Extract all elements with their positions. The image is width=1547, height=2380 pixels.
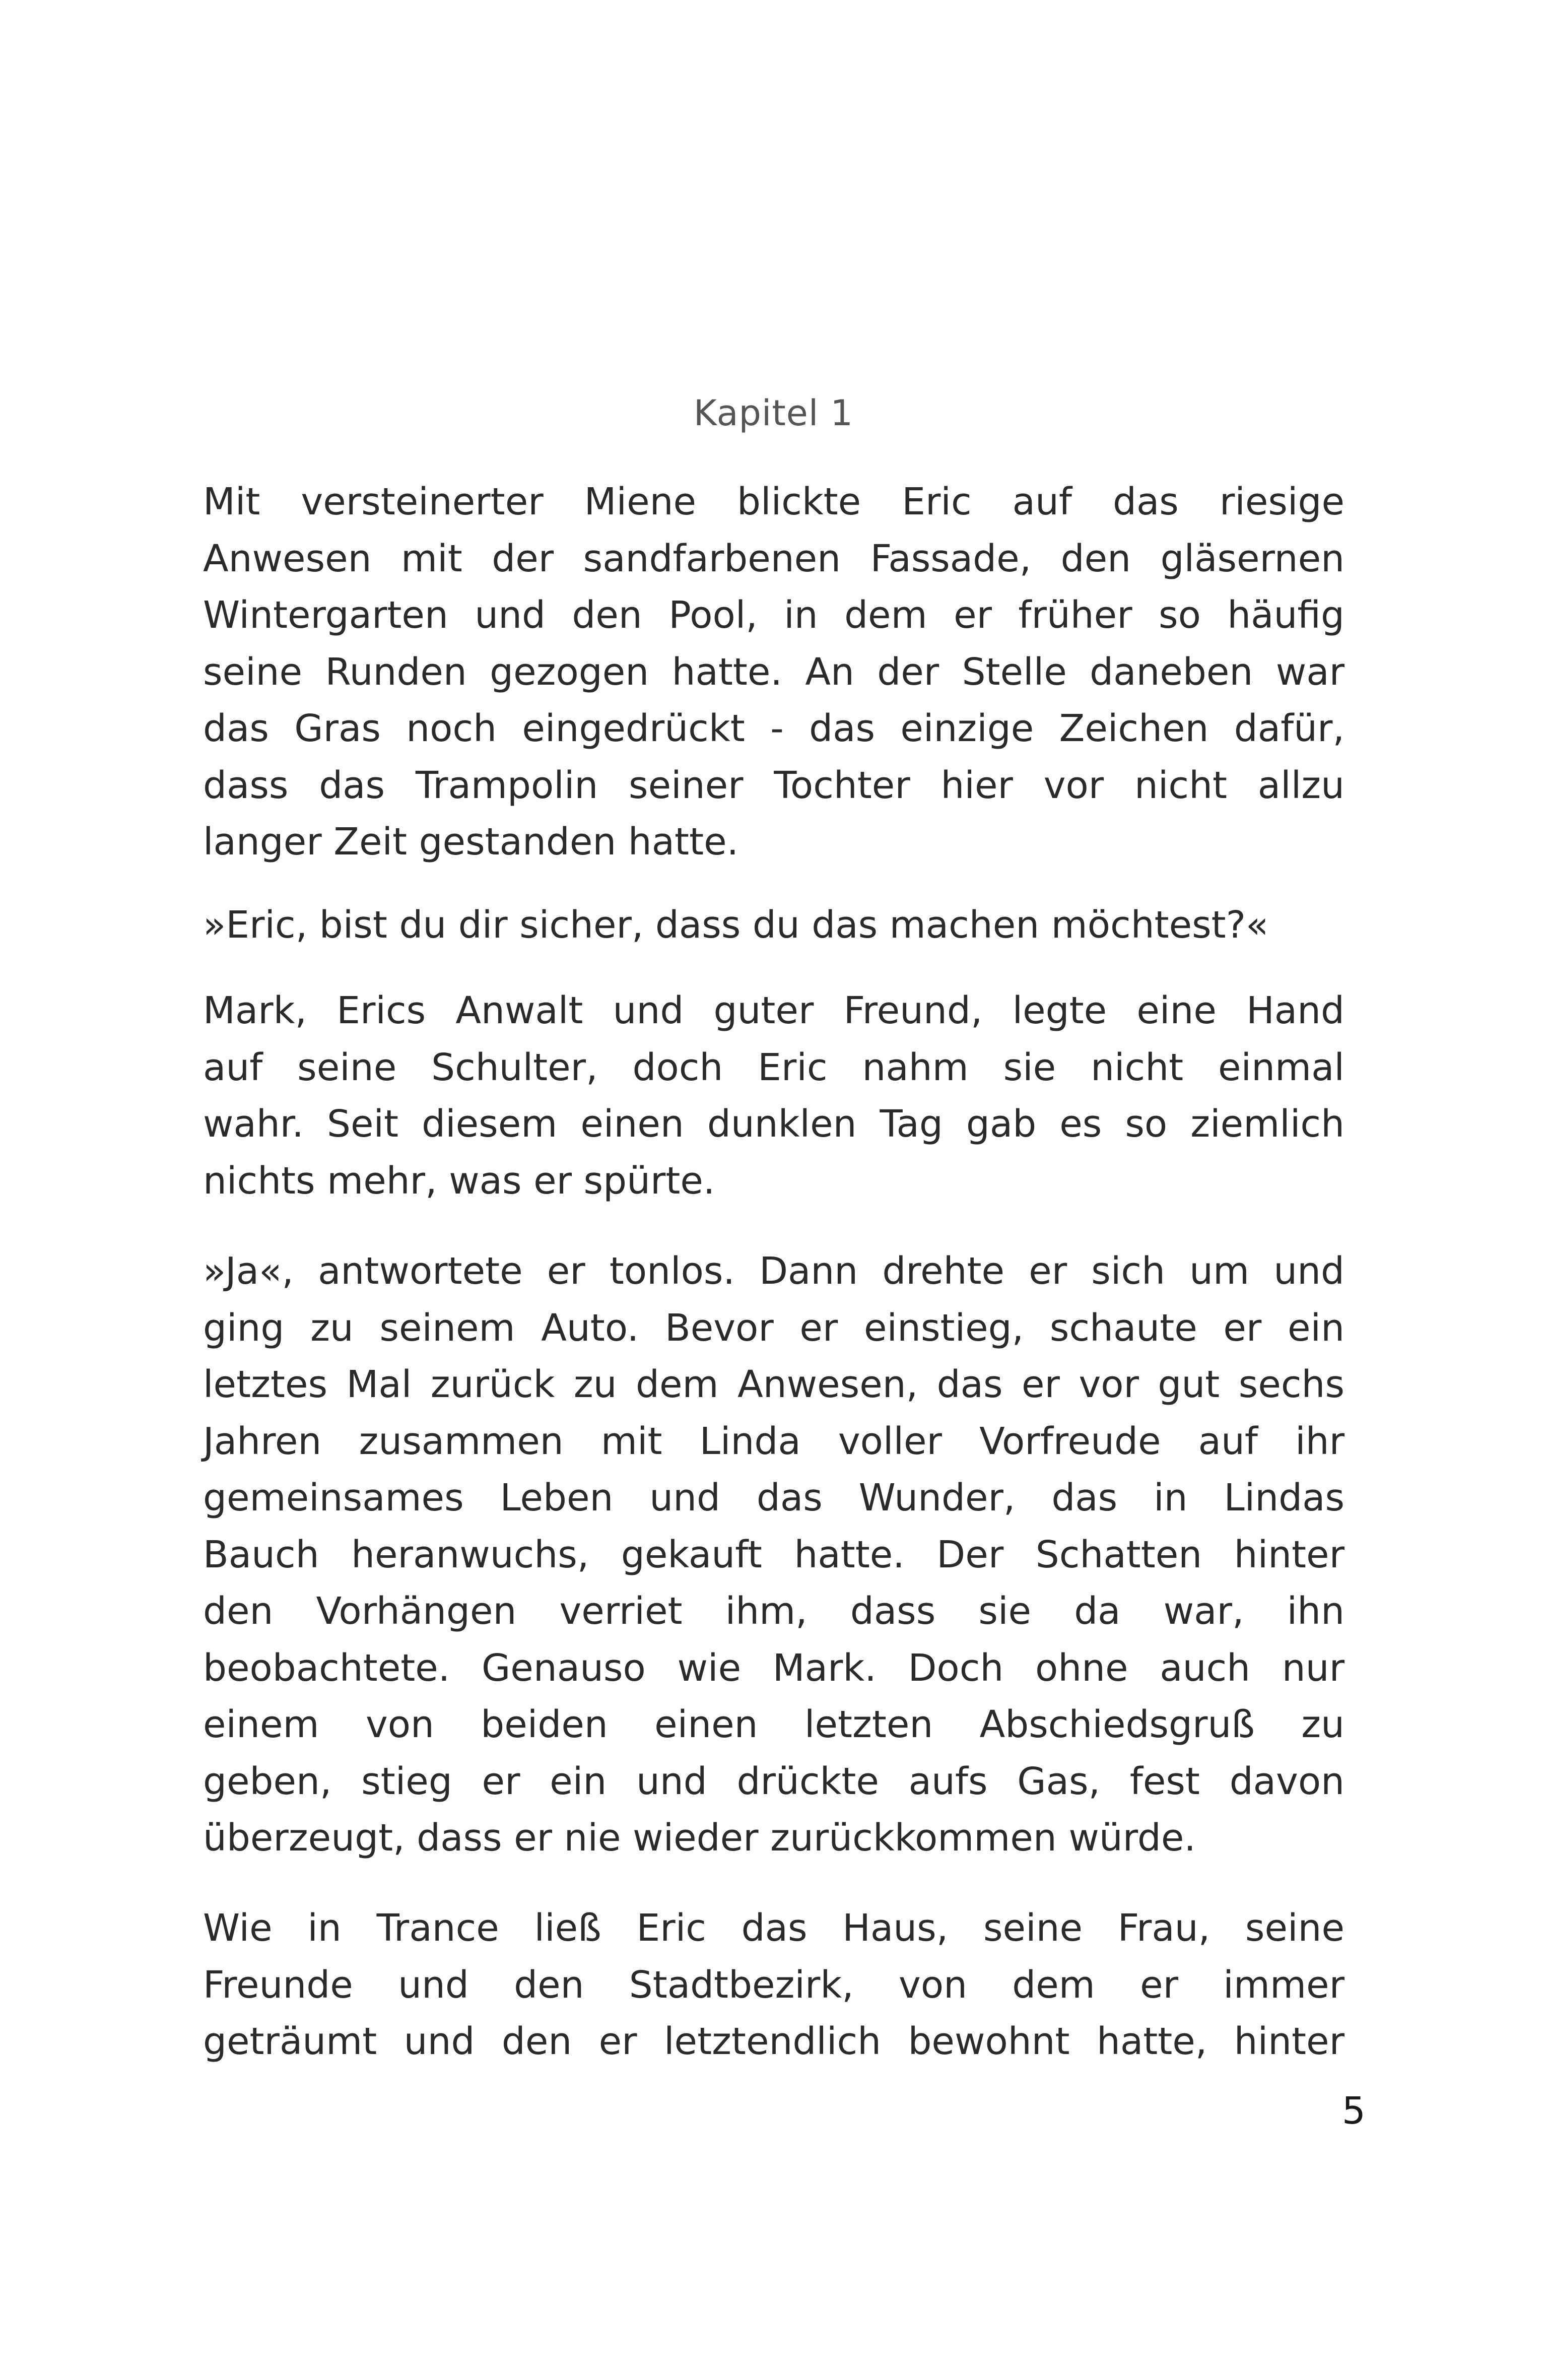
text-line: überzeugt, dass er nie wieder zurückkommen würde.: [203, 1816, 1196, 1860]
text-line: den Vorhängen verriet ihm, dass sie da war, ihn: [203, 1590, 1344, 1633]
text-line: das Gras noch eingedrückt - das einzige Zeichen dafür,: [203, 707, 1344, 750]
text-line: letztes Mal zurück zu dem Anwesen, das er vor gut sechs: [203, 1363, 1344, 1406]
text-line: Anwesen mit der sandfarbenen Fassade, den gläsernen: [203, 537, 1344, 580]
text-line: einem von beiden einen letzten Abschiedsgruß zu: [203, 1703, 1344, 1746]
text-line: »Eric, bist du dir sicher, dass du das machen möchtest?«: [203, 903, 1269, 947]
text-line: Mit versteinerter Miene blickte Eric auf das riesige: [203, 480, 1344, 523]
text-line: Wintergarten und den Pool, in dem er früher so häufig: [203, 593, 1344, 637]
text-line: Bauch heranwuchs, gekauft hatte. Der Schatten hinter: [203, 1533, 1344, 1576]
paragraph: [203, 1243, 1344, 1867]
text-line: Jahren zusammen mit Linda voller Vorfreude auf ihr: [203, 1419, 1344, 1463]
text-line: langer Zeit gestanden hatte.: [203, 820, 739, 864]
text-line: Wie in Trance ließ Eric das Haus, seine Frau, seine: [203, 1906, 1344, 1950]
text-line: geträumt und den er letztendlich bewohnt hatte, hinter: [203, 2020, 1344, 2063]
text-line: ging zu seinem Auto. Bevor er einstieg, schaute er ein: [203, 1306, 1344, 1350]
text-line: geben, stieg er ein und drückte aufs Gas, fest davon: [203, 1759, 1344, 1803]
text-line: Freunde und den Stadtbezirk, von dem er immer: [203, 1963, 1344, 2007]
text-line: nichts mehr, was er spürte.: [203, 1159, 715, 1203]
text-line: dass das Trampolin seiner Tochter hier vor nicht allzu: [203, 763, 1344, 807]
page-number: 5: [1341, 2089, 1366, 2133]
text-line: »Ja«, antwortete er tonlos. Dann drehte er sich um und: [203, 1249, 1344, 1293]
chapter-title: Kapitel 1: [693, 392, 854, 434]
text-line: gemeinsames Leben und das Wunder, das in Lindas: [203, 1476, 1344, 1519]
text-line: auf seine Schulter, doch Eric nahm sie nicht einmal: [203, 1045, 1344, 1089]
paragraph: [203, 474, 1344, 871]
paragraph: [203, 1900, 1344, 2070]
text-line: Mark, Erics Anwalt und guter Freund, legte eine Hand: [203, 989, 1344, 1032]
text-line: wahr. Seit diesem einen dunklen Tag gab es so ziemlich: [203, 1102, 1344, 1146]
paragraph: [203, 982, 1344, 1209]
paragraph: [203, 897, 1344, 954]
text-line: beobachtete. Genauso wie Mark. Doch ohne auch nur: [203, 1646, 1344, 1690]
text-line: seine Runden gezogen hatte. An der Stelle daneben war: [203, 650, 1344, 694]
